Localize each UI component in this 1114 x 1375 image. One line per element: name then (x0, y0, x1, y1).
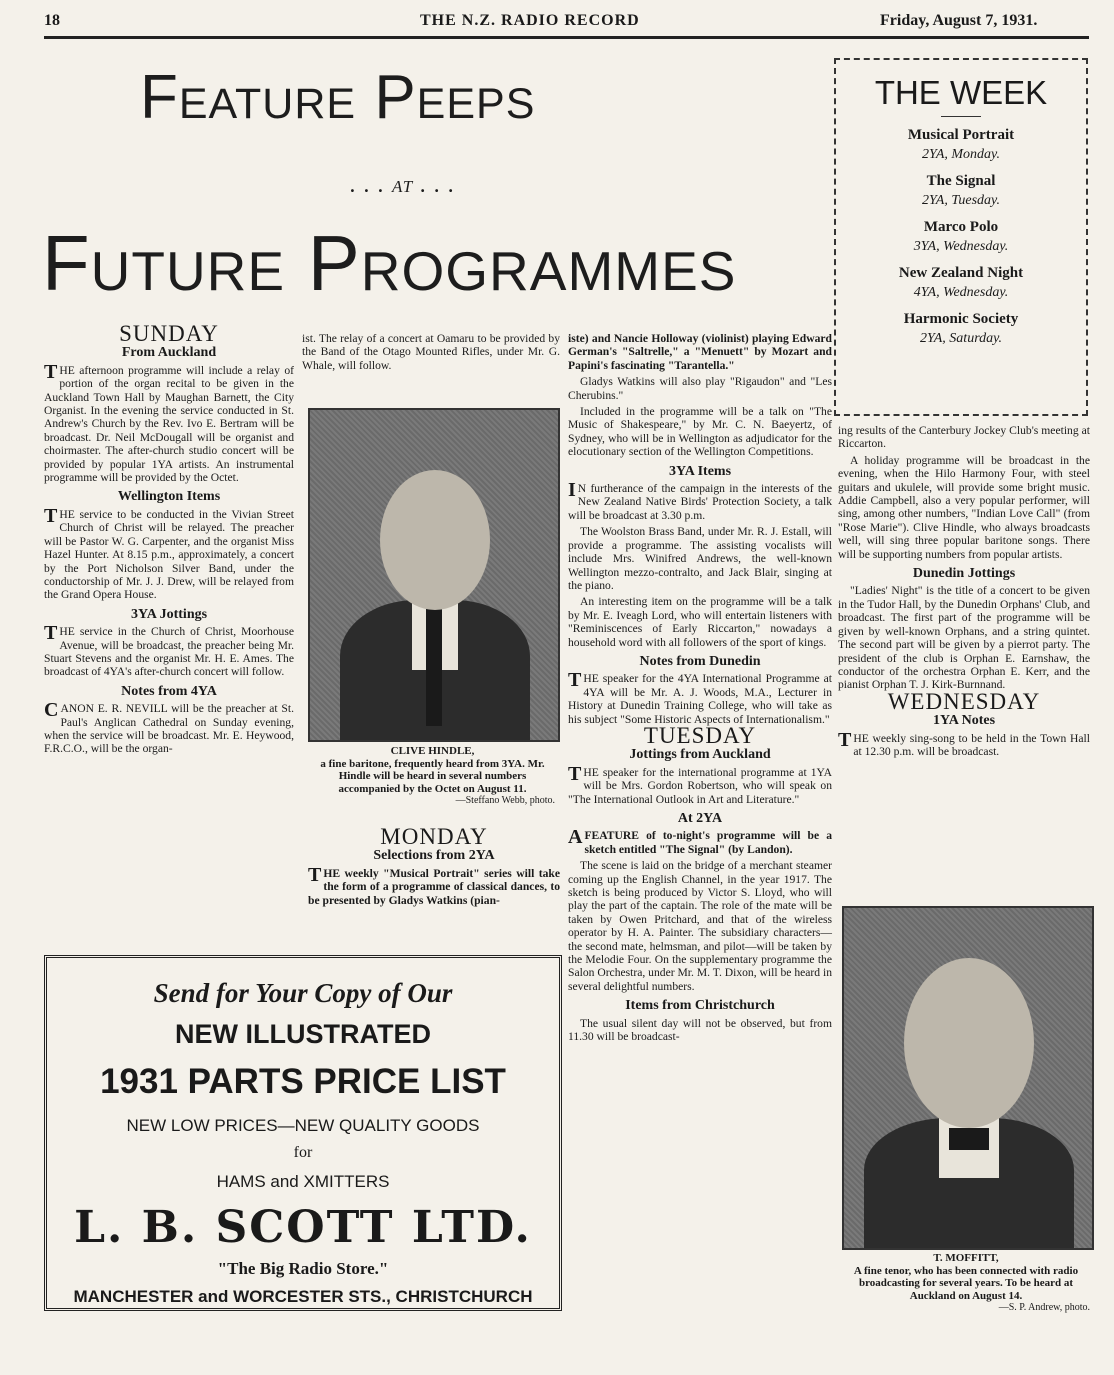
header-rule (44, 36, 1089, 39)
article-paragraph: THE service to be conducted in the Vivian Street Church of Christ will be relayed. The preacher will be Pastor W. G. Carpenter, and the organist Miss Hazel Hunter. At 8.15 p.m., approximately, a concert by the Port Nicholson Silver Band, under the conductorship of Mr. J. J. Drew, will be relayed from the Grand Opera House. (44, 504, 294, 602)
article-paragraph: Gladys Watkins will also play "Rigaudon" and "Les Cherubins." (568, 375, 832, 402)
page-number: 18 (44, 12, 60, 29)
article-paragraph: "Ladies' Night" is the title of a concert to be given in the Tudor Hall, by the Dunedin Orphans' Club, and broadcast. The first part of the programme will be given by well-known Orphans, and a string quintet. The second part will be given by a pierrot party. The president of the club is Orphan E. Earnshaw, the conductor of the orchestra Orphan E. Kerr, and the pianist Orphan T. J. Kirk-Burnnand. (838, 584, 1090, 692)
title-line1: Feature Peeps (140, 63, 536, 132)
t-moffitt-caption (842, 1252, 1090, 1315)
week-item-title: Musical Portrait (907, 127, 1015, 143)
week-item-title: New Zealand Night (898, 265, 1024, 281)
caption-text: A fine tenor, who has been connected with radio broadcasting for several years. To be heard at Auckland on August 14. (853, 1264, 1079, 1302)
article-paragraph: ist. The relay of a concert at Oamaru to be provided by the Band of the Otago Mounted Rifles, under Mr. G. Whale, will follow. (302, 332, 560, 372)
advert-line4: NEW LOW PRICES—NEW QUALITY GOODS (126, 1116, 480, 1135)
caption-credit: —Steffano Webb, photo. (455, 795, 555, 806)
article-paragraph: THE service in the Church of Christ, Moorhouse Avenue, will be broadcast, the preacher being Mr. Stuart Stevens and the organist Mr. H. E. Ames. The broadcast of 4YA's after-church concert will follow. (44, 622, 294, 679)
article-paragraph: AFEATURE of to-night's programme will be a sketch entitled "The Signal" (by Landon). (568, 826, 832, 856)
column-monday (302, 332, 560, 375)
caption-name: CLIVE HINDLE, (390, 745, 475, 757)
publication-title: THE N.Z. RADIO RECORD (420, 12, 640, 29)
day-heading-sunday: SUNDAY (119, 321, 219, 346)
subhead-items-christchurch: Items from Christchurch (625, 998, 775, 1014)
subhead-selections-2ya: Selections from 2YA (373, 848, 495, 864)
week-item (836, 173, 1086, 209)
article-paragraph: THE speaker for the 4YA International Programme at 4YA will be Mr. A. J. Woods, M.A., Lecturer in History at Dunedin Training College, who will take as his subject "Some Historic Aspects of Internationalism." (568, 669, 832, 726)
column-sunday (44, 321, 294, 759)
title-line3: Future Programmes (42, 219, 737, 307)
advert-line1: Send for Your Copy of Our (153, 978, 453, 1008)
advert-address: MANCHESTER and WORCESTER STS., CHRISTCHURCH (73, 1287, 533, 1306)
caption-text: a fine baritone, frequently heard from 3YA. Mr. Hindle will be heard in several numbers accompanied by the Octet on August 11. (320, 757, 545, 795)
subhead-1ya-notes: 1YA Notes (932, 713, 996, 729)
week-item-title: Marco Polo (923, 219, 999, 235)
subhead-notes-from-4ya: Notes from 4YA (121, 683, 217, 699)
advert-slogan: "The Big Radio Store." (217, 1259, 389, 1278)
monday-section (308, 824, 560, 910)
subhead-3ya-items: 3YA Items (668, 463, 732, 479)
article-paragraph: A holiday programme will be broadcast in the evening, when the Hilo Harmony Four, with steel guitars and ukulele, will provide some bright music. Addie Campbell, also a very popular performer, will sing, among other numbers, "Indian Love Call" (from "Rose Marie"). Clive Hindle, who always broadcasts well, will sing three popular baritone songs. There will be supporting numbers from popular artists. (838, 453, 1090, 561)
week-item (836, 311, 1086, 347)
article-paragraph: THE afternoon programme will include a relay of portion of the organ recital to be given in the Auckland Town Hall by Maughan Barnett, the City Organist. In the evening the service conducted in St. Andrew's Church by the Rev. Ivo E. Bertram will be broadcast. Dr. Neil McDougall will be organist and choirmaster. The after-church studio concert will be provided by popular 1YA artists. An instrumental programme will be provided by the Octet. (44, 360, 294, 485)
week-divider (941, 116, 981, 117)
article-paragraph: THE weekly "Musical Portrait" series will take the form of a programme of classical dances, to be presented by Gladys Watkins (pian- (308, 863, 560, 907)
issue-date: Friday, August 7, 1931. (880, 12, 1038, 29)
day-heading-monday: MONDAY (380, 824, 488, 849)
subhead-jottings-auckland: Jottings from Auckland (629, 747, 771, 763)
photo-tie (949, 1128, 989, 1150)
week-item-station: 3YA, Wednesday. (913, 239, 1009, 254)
advert-line6: HAMS and XMITTERS (216, 1172, 390, 1191)
subhead-3ya-jottings: 3YA Jottings (130, 606, 208, 622)
advert-line5: for (293, 1144, 313, 1161)
week-item (836, 265, 1086, 301)
article-paragraph: The Woolston Brass Band, under Mr. R. J. Estall, will provide a programme. The assisting vocalists will include Mrs. Winifred Andrews, the well-known Wellington mezzo-contralto, and Jack Blair, singing at the piano. (568, 525, 832, 592)
the-week-heading: THE WEEK (874, 74, 1048, 111)
parts-price-list-advert (44, 955, 562, 1311)
day-heading-tuesday: TUESDAY (643, 722, 757, 748)
caption-name: T. MOFFITT, (933, 1252, 999, 1264)
caption-credit: —S. P. Andrew, photo. (998, 1302, 1090, 1313)
subhead-wellington-items: Wellington Items (117, 489, 221, 505)
day-heading-wednesday: WEDNESDAY (887, 688, 1041, 714)
article-paragraph: THE speaker for the international programme at 1YA will be Mrs. Gordon Robertson, who will speak on "The International Outlook in Art and Literature." (568, 762, 832, 806)
subhead-dunedin-jottings: Dunedin Jottings (912, 566, 1016, 582)
article-paragraph: IN furtherance of the campaign in the interests of the New Zealand Native Birds' Protection Society, a talk will be broadcast at 3.30 p.m. (568, 479, 832, 522)
photo-face (904, 958, 1034, 1128)
subhead-at-2ya: At 2YA (677, 811, 723, 826)
clive-hindle-photo (308, 408, 560, 742)
article-paragraph: CANON E. R. NEVILL will be the preacher at St. Paul's Anglican Cathedral on Sunday evening, when the service will be broadcast. Mr. E. Heywood, F.R.C.O., will be the organ- (44, 699, 294, 756)
week-item-station: 4YA, Wednesday. (913, 285, 1009, 300)
week-item-title: The Signal (926, 173, 996, 189)
article-paragraph: Included in the programme will be a talk on "The Music of Shakespeare," by Mr. C. N. Baeyertz, of Sydney, who will be in Wellington as adjudicator for the elocutionary section of the Wellington Competitions. (568, 405, 832, 459)
the-week-box (834, 58, 1088, 416)
subhead-from-auckland: From Auckland (121, 345, 217, 361)
advert-line3: 1931 PARTS PRICE LIST (100, 1062, 506, 1101)
t-moffitt-photo (842, 906, 1094, 1250)
article-paragraph: ing results of the Canterbury Jockey Club's meeting at Riccarton. (838, 424, 1090, 451)
column-tuesday (568, 332, 832, 1047)
article-paragraph: The usual silent day will not be observed, but from 11.30 will be broadcast- (568, 1016, 832, 1044)
advert-company-name: L. B. SCOTT LTD. (74, 1202, 532, 1253)
clive-hindle-caption (310, 745, 555, 808)
article-paragraph: An interesting item on the programme will be a talk by Mr. E. Iveagh Lord, who will entertain listeners with "Reminiscences of Early Riccarton," nowadays a household word with all followers of the sport of kings. (568, 595, 832, 649)
article-paragraph: THE weekly sing-song to be held in the Town Hall at 12.30 p.m. will be broadcast. (838, 728, 1090, 758)
week-item (836, 219, 1086, 255)
article-paragraph: iste) and Nancie Holloway (violinist) playing Edward German's "Saltrelle," a "Menuett" by Mozart and Papini's fascinating "Tarantella." (568, 332, 832, 372)
column-wednesday (838, 424, 1090, 761)
article-paragraph: The scene is laid on the bridge of a merchant steamer coming up the English Channel, in the year 1917. The sketch is being produced by Victor S. Lloyd, who will play the part of the captain. The role of the mate will be taken by Owen Pritchard, and that of the wireless operator by H. A. Painter. The subsidiary characters—the second mate, helmsman, and pilot—will be taken by the Melodie Four. On the supplementary programme the Salon Orchestra, under Mr. M. T. Dixon, will be heard in several delightful numbers. (568, 859, 832, 993)
photo-face (380, 470, 490, 610)
photo-tie (426, 606, 442, 726)
week-item (836, 127, 1086, 163)
title-line2: . . . at . . . (350, 172, 456, 198)
week-item-station: 2YA, Monday. (922, 147, 1000, 162)
subhead-notes-from-dunedin: Notes from Dunedin (639, 653, 761, 669)
week-item-station: 2YA, Saturday. (919, 331, 1003, 346)
advert-line2: NEW ILLUSTRATED (175, 1019, 431, 1049)
week-item-station: 2YA, Tuesday. (922, 193, 1000, 208)
week-item-title: Harmonic Society (903, 311, 1019, 327)
